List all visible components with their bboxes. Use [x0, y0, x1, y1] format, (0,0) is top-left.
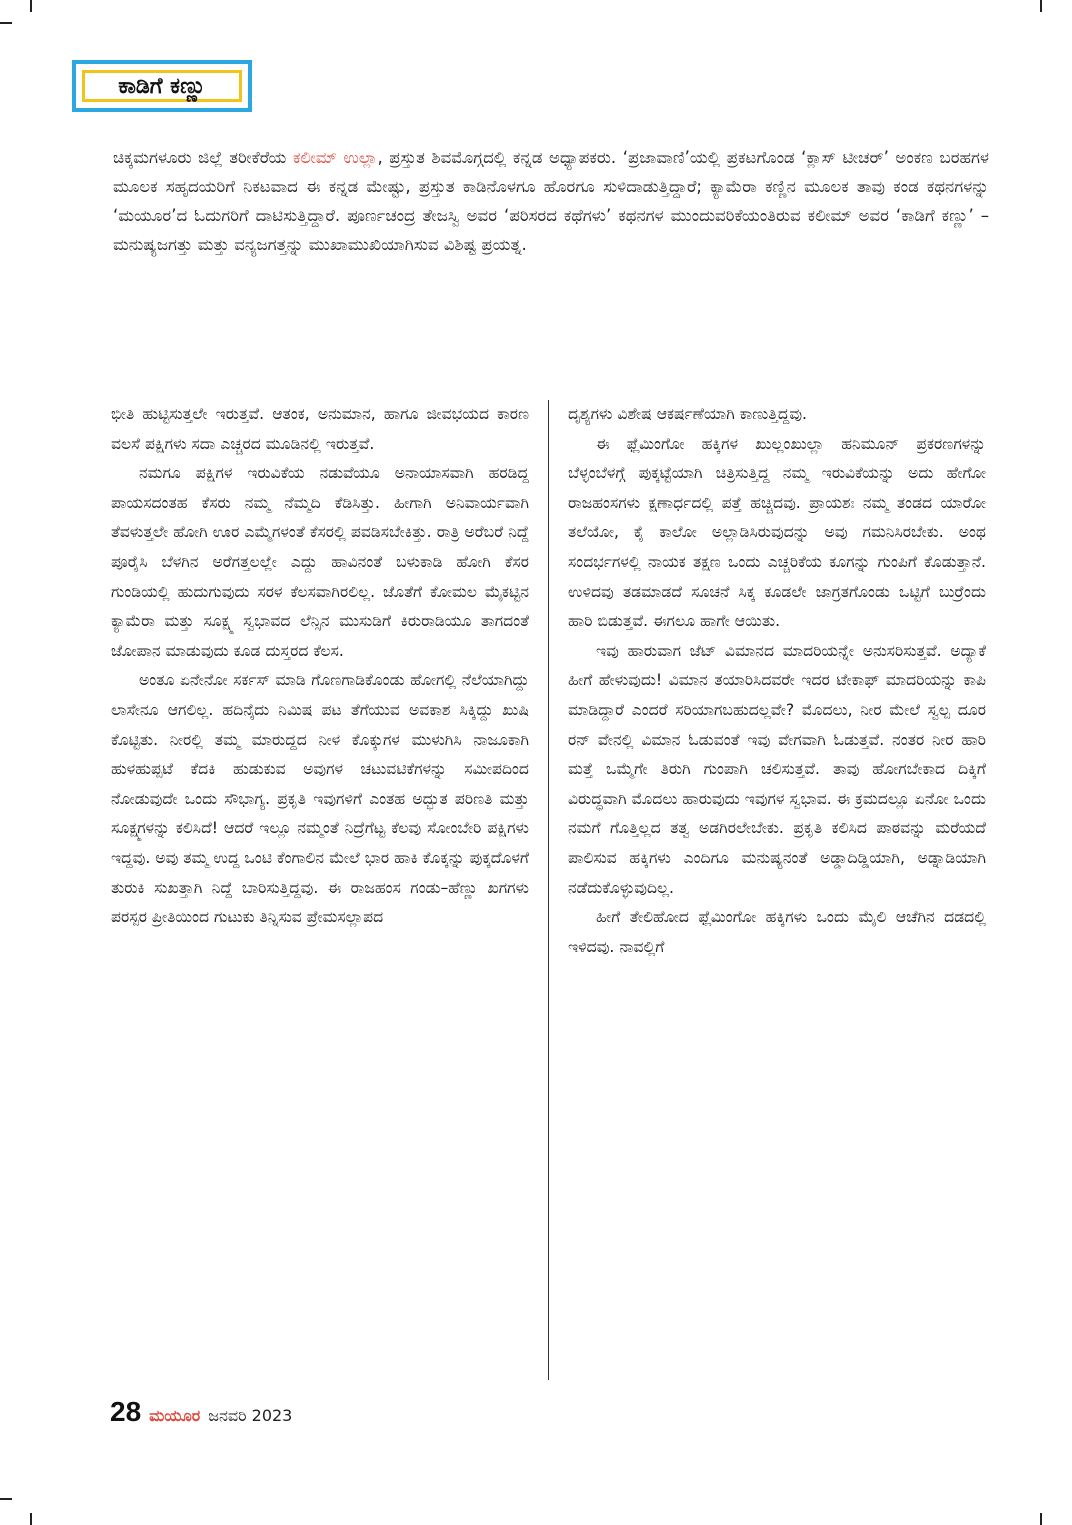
author-intro — [113, 143, 989, 259]
column-title-frame — [82, 70, 242, 102]
page-footer — [110, 1396, 292, 1428]
paragraph: ಹೀಗೆ ತೇಲಿಹೋದ ಫ್ಲೆಮಿಂಗೋ ಹಕ್ಕಿಗಳು ಒಂದು ಮೈಲಿ ಆಚೆಗಿನ ದಡದಲ್ಲಿ ಇಳಿದವು. ನಾವಲ್ಲಿಗೆ — [568, 908, 986, 956]
crop-mark — [1040, 1513, 1042, 1525]
crop-mark — [0, 22, 12, 24]
column-divider — [548, 400, 549, 1380]
paragraph: ಈ ಫ್ಲೆಮಿಂಗೋ ಹಕ್ಕಿಗಳ ಖುಲ್ಲಂಖುಲ್ಲಾ ಹನಿಮೂನ್ ಪ್ರಕರಣಗಳನ್ನು ಬೆಳ್ಳಂಬೆಳಗ್ಗೆ ಪುಕ್ಕಟ್ಟೆಯಾಗಿ ಚಿತ್ರಿಸುತ್ತಿದ್ದ ನಮ್ಮ ಇರುವಿಕೆಯನ್ನು ಅದು ಹೇಗೋ ರಾಜಹಂಸಗಳು ಕ್ಷಣಾರ್ಧದಲ್ಲಿ ಪತ್ತೆ ಹಚ್ಚಿದವು. ಪ್ರಾಯಶಃ ನಮ್ಮ ತಂಡದ ಯಾರೋ ತಲೆಯೋ, ಕೈ ಕಾಲೋ ಅಲ್ಲಾಡಿಸಿರುವುದನ್ನು ಅವು ಗಮನಿಸಿರಬೇಕು. ಅಂಥ ಸಂದರ್ಭಗಳಲ್ಲಿ ನಾಯಕ ತಕ್ಷಣ ಒಂದು ಎಚ್ಚರಿಕೆಯ ಕೂಗನ್ನು ಗುಂಪಿಗೆ ಕೊಡುತ್ತಾನೆ. ಉಳಿದವು ತಡಮಾಡದೆ ಸೂಚನೆ ಸಿಕ್ಕ ಕೂಡಲೇ ಜಾಗ್ರತಗೊಂಡು ಒಟ್ಟಿಗೆ ಬುರ್ರೆಂದು ಹಾರಿ ಬಿಡುತ್ತವೆ. ಈಗಲೂ ಹಾಗೇ ಆಯಿತು. — [568, 434, 986, 631]
crop-mark — [1040, 0, 1042, 12]
paragraph: ಭೀತಿ ಹುಟ್ಟಿಸುತ್ತಲೇ ಇರುತ್ತವೆ. ಆತಂಕ, ಅನುಮಾನ, ಹಾಗೂ ಜೀವಭಯದ ಕಾರಣ ವಲಸೆ ಪಕ್ಷಿಗಳು ಸದಾ ಎಚ್ಚರದ ಮೂಡಿನಲ್ಲಿ ಇರುತ್ತವೆ. — [111, 405, 529, 453]
column-title: ಕಾಡಿಗೆ ಕಣ್ಣು — [118, 73, 206, 99]
magazine-name: ಮಯೂರ — [149, 1406, 201, 1425]
article-column-right — [568, 400, 986, 1380]
crop-mark — [30, 1513, 32, 1525]
paragraph: ನಮಗೂ ಪಕ್ಷಿಗಳ ಇರುವಿಕೆಯ ನಡುವೆಯೂ ಅನಾಯಾಸವಾಗಿ ಹರಡಿದ್ದ ಪಾಯಸದಂತಹ ಕೆಸರು ನಮ್ಮ ನೆಮ್ಮದಿ ಕೆಡಿಸಿತ್ತು. ಹೀಗಾಗಿ ಅನಿವಾರ್ಯವಾಗಿ ತೆವಳುತ್ತಲೇ ಹೋಗಿ ಊರ ಎಮ್ಮೆಗಳಂತೆ ಕೆಸರಲ್ಲಿ ಪವಡಿಸಬೇಕಿತ್ತು. ರಾತ್ರಿ ಅರೆಬರೆ ನಿದ್ದೆ ಪೂರೈಸಿ ಬೆಳಗಿನ ಅರೆಗತ್ತಲಲ್ಲೇ ಎದ್ದು ಹಾವಿನಂತೆ ಬಳುಕಾಡಿ ಹೋಗಿ ಕೆಸರ ಗುಂಡಿಯಲ್ಲಿ ಹುದುಗುವುದು ಸರಳ ಕೆಲಸವಾಗಿರಲಿಲ್ಲ. ಜೊತೆಗೆ ಕೋಮಲ ಮೈಕಟ್ಟಿನ ಕ್ಯಾಮೆರಾ ಮತ್ತು ಸೂಕ್ಷ್ಮ ಸ್ವಭಾವದ ಲೆನ್ಸಿನ ಮುಸುಡಿಗೆ ಕಿರುರಾಡಿಯೂ ತಾಗದಂತೆ ಜೋಪಾನ ಮಾಡುವುದು ಕೂಡ ದುಸ್ತರದ ಕೆಲಸ. — [111, 464, 529, 660]
column-title-logo — [72, 60, 252, 112]
paragraph: ಅಂತೂ ಏನೇನೋ ಸರ್ಕಸ್ ಮಾಡಿ ಗೊಣಗಾಡಿಕೊಂಡು ಹೋಗಲ್ಲಿ ನೆಲೆಯಾಗಿದ್ದು ಲಾಸೇನೂ ಆಗಲಿಲ್ಲ. ಹದಿನೈದು ನಿಮಿಷ ಪಟ ತೆಗೆಯುವ ಅವಕಾಶ ಸಿಕ್ಕಿದ್ದು ಖುಷಿ ಕೊಟ್ಟಿತು. ನೀರಲ್ಲಿ ತಮ್ಮ ಮಾರುದ್ದದ ನೀಳ ಕೊಕ್ಕುಗಳ ಮುಳುಗಿಸಿ ನಾಜೂಕಾಗಿ ಹುಳಹುಪ್ಪಟೆ ಕೆದಕಿ ಹುಡುಕುವ ಅವುಗಳ ಚಟುವಟಿಕೆಗಳನ್ನು ಸಮೀಪದಿಂದ ನೋಡುವುದೇ ಒಂದು ಸೌಭಾಗ್ಯ. ಪ್ರಕೃತಿ ಇವುಗಳಿಗೆ ಎಂತಹ ಅದ್ಭುತ ಪರಿಣತಿ ಮತ್ತು ಸೂಕ್ಷ್ಮಗಳನ್ನು ಕಲಿಸಿದೆ! ಆದರೆ ಇಲ್ಲೂ ನಮ್ಮಂತೆ ನಿದ್ರೆಗೆಟ್ಟ ಕೆಲವು ಸೋಂಬೇರಿ ಪಕ್ಷಿಗಳು ಇದ್ದವು. ಅವು ತಮ್ಮ ಉದ್ದ ಒಂಟಿ ಕೆಂಗಾಲಿನ ಮೇಲೆ ಭಾರ ಹಾಕಿ ಕೊಕ್ಕನ್ನು ಪುಕ್ಕದೊಳಗೆ ತುರುಕಿ ಸುಖತ್ತಾಗಿ ನಿದ್ದೆ ಬಾರಿಸುತ್ತಿದ್ದವು. ಈ ರಾಜಹಂಸ ಗಂಡು–ಹೆಣ್ಣು ಖಗಗಳು ಪರಸ್ಪರ ಪ್ರೀತಿಯಿಂದ ಗುಟುಕು ತಿನ್ನಿಸುವ ಪ್ರೇಮಸಲ್ಲಾಪದ — [111, 671, 529, 927]
paragraph: ಇವು ಹಾರುವಾಗ ಜೆಟ್ ವಿಮಾನದ ಮಾದರಿಯನ್ನೇ ಅನುಸರಿಸುತ್ತವೆ. ಅದ್ಯಾಕೆ ಹೀಗೆ ಹೇಳುವುದು! ವಿಮಾನ ತಯಾರಿಸಿದವರೇ ಇದರ ಟೇಕಾಫ್ ಮಾದರಿಯನ್ನು ಕಾಪಿ ಮಾಡಿದ್ದಾರೆ ಎಂದರೆ ಸರಿಯಾಗಬಹುದಲ್ಲವೇ? ಮೊದಲು, ನೀರ ಮೇಲೆ ಸ್ವಲ್ಪ ದೂರ ರನ್ ವೇನಲ್ಲಿ ವಿಮಾನ ಓಡುವಂತೆ ಇವು ವೇಗವಾಗಿ ಓಡುತ್ತವೆ. ನಂತರ ನೀರ ಹಾರಿ ಮತ್ತೆ ಒಮ್ಮೆಗೇ ತಿರುಗಿ ಗುಂಪಾಗಿ ಚಲಿಸುತ್ತವೆ. ತಾವು ಹೋಗಬೇಕಾದ ದಿಕ್ಕಿಗೆ ವಿರುದ್ಧವಾಗಿ ಮೊದಲು ಹಾರುವುದು ಇವುಗಳ ಸ್ವಭಾವ. ಈ ಕ್ರಮದಲ್ಲೂ ಏನೋ ಒಂದು ನಮಗೆ ಗೊತ್ತಿಲ್ಲದ ತತ್ವ ಅಡಗಿರಲೇಬೇಕು. ಪ್ರಕೃತಿ ಕಲಿಸಿದ ಪಾಠವನ್ನು ಮರೆಯದೆ ಪಾಲಿಸುವ ಹಕ್ಕಿಗಳು ಎಂದಿಗೂ ಮನುಷ್ಯನಂತೆ ಅಡ್ಡಾದಿಡ್ಡಿಯಾಗಿ, ಅಡ್ನಾಡಿಯಾಗಿ ನಡೆದುಕೊಳ್ಳುವುದಿಲ್ಲ. — [568, 641, 986, 897]
paragraph: ದೃಶ್ಯಗಳು ವಿಶೇಷ ಆಕರ್ಷಣೆಯಾಗಿ ಕಾಣುತ್ತಿದ್ದವು. — [568, 405, 808, 423]
crop-mark — [30, 0, 32, 12]
intro-text-after: , ಪ್ರಸ್ತುತ ಶಿವಮೊಗ್ಗದಲ್ಲಿ ಕನ್ನಡ ಅಧ್ಯಾಪಕರು. ‘ಪ್ರಜಾವಾಣಿ’ಯಲ್ಲಿ ಪ್ರಕಟಗೊಂಡ ‘ಕ್ಲಾಸ್ ಟೀಚರ್’ ಅಂಕಣ ಬರಹಗಳ ಮೂಲಕ ಸಹೃದಯರಿಗೆ ನಿಕಟವಾದ ಈ ಕನ್ನಡ ಮೇಷ್ಟು, ಪ್ರಸ್ತುತ ಕಾಡಿನೊಳಗೂ ಹೊರಗೂ ಸುಳಿದಾಡುತ್ತಿದ್ದಾರೆ; ಕ್ಯಾಮೆರಾ ಕಣ್ಣಿನ ಮೂಲಕ ತಾವು ಕಂಡ ಕಥನಗಳನ್ನು ‘ಮಯೂರ’ದ ಓದುಗರಿಗೆ ದಾಟಿಸುತ್ತಿದ್ದಾರೆ. ಪೂರ್ಣಚಂದ್ರ ತೇಜಸ್ವಿ ಅವರ ‘ಪರಿಸರದ ಕಥೆಗಳು’ ಕಥನಗಳ ಮುಂದುವರಿಕೆಯಂತಿರುವ ಕಲೀಮ್ ಅವರ ‘ಕಾಡಿಗೆ ಕಣ್ಣು’ – ಮನುಷ್ಯಜಗತ್ತು ಮತ್ತು ವನ್ಯಜಗತ್ತನ್ನು ಮುಖಾಮುಖಿಯಾಗಿಸುವ ವಿಶಿಷ್ಟ ಪ್ರಯತ್ನ. — [113, 148, 989, 254]
issue-date: ಜನವರಿ 2023 — [208, 1406, 293, 1425]
intro-text-before: ಚಿಕ್ಕಮಗಳೂರು ಜಿಲ್ಲೆ ತರೀಕೆರೆಯ — [113, 148, 293, 167]
article-column-left — [111, 400, 529, 1380]
crop-mark — [0, 1498, 12, 1500]
page-number: 28 — [110, 1396, 142, 1427]
author-name: ಕಲೀಮ್ ಉಲ್ಲಾ — [292, 148, 378, 167]
